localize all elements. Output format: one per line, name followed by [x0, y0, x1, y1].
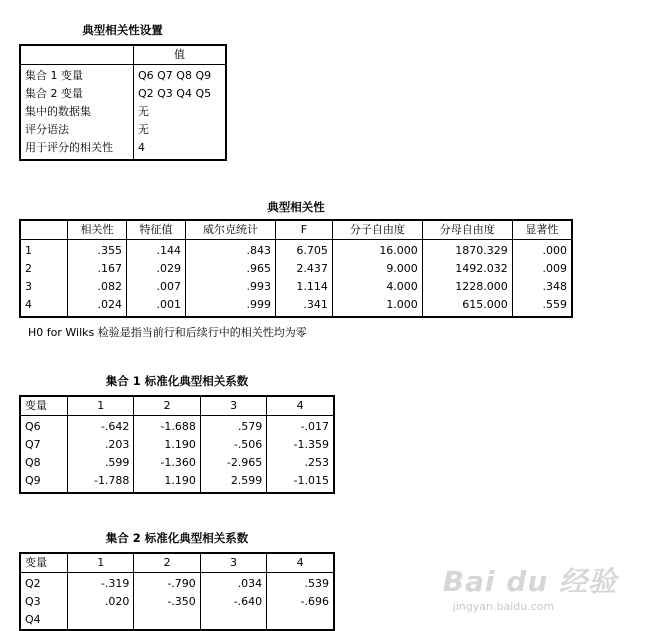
row-label: Q3: [20, 593, 68, 611]
cell: .082: [68, 278, 127, 296]
cell: .539: [267, 573, 334, 594]
table-row: [20, 573, 334, 594]
cell: 1228.000: [422, 278, 512, 296]
settings-value: 4: [134, 139, 227, 160]
cell: .579: [200, 416, 266, 437]
settings-value: 无: [134, 121, 227, 139]
settings-label: 集中的数据集: [20, 103, 134, 121]
baidu-logo: Bai du 经验: [442, 565, 617, 598]
cell: -.017: [267, 416, 334, 437]
row-label: 1: [20, 240, 68, 261]
cell: -1.360: [134, 454, 200, 472]
settings-label: 用于评分的相关性: [20, 139, 134, 160]
cell: .029: [127, 260, 186, 278]
cell: [267, 611, 334, 630]
baidu-url: jingyan.baidu.com: [452, 600, 555, 613]
row-label: Q2: [20, 573, 68, 594]
cell: 1.114: [275, 278, 332, 296]
corr-header: 显著性: [512, 220, 572, 240]
settings-label: 集合 1 变量: [20, 65, 134, 86]
set1-header: 3: [200, 396, 266, 416]
set2-header: 1: [68, 553, 134, 573]
cell: 1.000: [332, 296, 422, 317]
wilks-footnote: H0 for Wilks 检验是指当前行和后续行中的相关性均为零: [28, 326, 307, 339]
cell: 2.599: [200, 472, 266, 493]
cell: -1.788: [68, 472, 134, 493]
cell: .843: [186, 240, 276, 261]
cell: .001: [127, 296, 186, 317]
cell: 1870.329: [422, 240, 512, 261]
cell: .348: [512, 278, 572, 296]
table-row: [20, 611, 334, 630]
cell: -.319: [68, 573, 134, 594]
table-row: [20, 260, 572, 278]
cell: -2.965: [200, 454, 266, 472]
set2-header: 3: [200, 553, 266, 573]
cell: .007: [127, 278, 186, 296]
cell: .253: [267, 454, 334, 472]
settings-header-blank: [20, 45, 134, 65]
cell: 1492.032: [422, 260, 512, 278]
corr-header: 分母自由度: [422, 220, 512, 240]
baidu-watermark: [443, 560, 617, 613]
settings-value: Q6 Q7 Q8 Q9: [134, 65, 227, 86]
corr-header: 特征值: [127, 220, 186, 240]
cell: .993: [186, 278, 276, 296]
set1-header: 1: [68, 396, 134, 416]
corr-header: [20, 220, 68, 240]
row-label: Q7: [20, 436, 68, 454]
settings-title: 典型相关性设置: [82, 23, 163, 37]
corr-header: F: [275, 220, 332, 240]
row-label: 4: [20, 296, 68, 317]
cell: [200, 611, 266, 630]
cell: 16.000: [332, 240, 422, 261]
cell: -.790: [134, 573, 200, 594]
cell: 2.437: [275, 260, 332, 278]
cell: -.696: [267, 593, 334, 611]
set2-header: 变量: [20, 553, 68, 573]
table-row: [20, 240, 572, 261]
set1-header: 4: [267, 396, 334, 416]
set1-table: [19, 395, 335, 494]
cell: -1.015: [267, 472, 334, 493]
cell: .559: [512, 296, 572, 317]
row-label: Q8: [20, 454, 68, 472]
table-row: [20, 593, 334, 611]
set2-header: 2: [134, 553, 200, 573]
cell: .965: [186, 260, 276, 278]
table-row: [20, 416, 334, 437]
cell: .000: [512, 240, 572, 261]
table-row: [20, 278, 572, 296]
corr-header: 相关性: [68, 220, 127, 240]
settings-table: [19, 44, 227, 161]
corr-header: 分子自由度: [332, 220, 422, 240]
table-row: [20, 296, 572, 317]
set1-header: 变量: [20, 396, 68, 416]
row-label: Q6: [20, 416, 68, 437]
cell: -.640: [200, 593, 266, 611]
correlations-table: [19, 219, 573, 318]
cell: 1.190: [134, 472, 200, 493]
cell: .144: [127, 240, 186, 261]
correlations-title: 典型相关性: [267, 200, 325, 214]
table-row: [20, 472, 334, 493]
cell: [68, 611, 134, 630]
set2-header: 4: [267, 553, 334, 573]
settings-value: 无: [134, 103, 227, 121]
set1-header: 2: [134, 396, 200, 416]
set2-table: [19, 552, 335, 631]
table-row: [20, 454, 334, 472]
cell: 6.705: [275, 240, 332, 261]
cell: .203: [68, 436, 134, 454]
set1-title: 集合 1 标准化典型相关系数: [105, 374, 249, 388]
cell: .341: [275, 296, 332, 317]
cell: 9.000: [332, 260, 422, 278]
cell: -.642: [68, 416, 134, 437]
row-label: Q9: [20, 472, 68, 493]
cell: .020: [68, 593, 134, 611]
row-label: 2: [20, 260, 68, 278]
cell: 4.000: [332, 278, 422, 296]
row-label: 3: [20, 278, 68, 296]
cell: .355: [68, 240, 127, 261]
settings-header-value: 值: [134, 45, 227, 65]
cell: .024: [68, 296, 127, 317]
cell: 615.000: [422, 296, 512, 317]
cell: -1.688: [134, 416, 200, 437]
corr-header: 威尔克统计: [186, 220, 276, 240]
cell: .009: [512, 260, 572, 278]
settings-label: 集合 2 变量: [20, 85, 134, 103]
cell: 1.190: [134, 436, 200, 454]
set2-title: 集合 2 标准化典型相关系数: [105, 531, 249, 545]
table-row: [20, 436, 334, 454]
settings-label: 评分语法: [20, 121, 134, 139]
cell: -.350: [134, 593, 200, 611]
cell: [134, 611, 200, 630]
cell: -1.359: [267, 436, 334, 454]
cell: -.506: [200, 436, 266, 454]
cell: .599: [68, 454, 134, 472]
cell: .034: [200, 573, 266, 594]
cell: .999: [186, 296, 276, 317]
row-label: Q4: [20, 611, 68, 630]
cell: .167: [68, 260, 127, 278]
settings-value: Q2 Q3 Q4 Q5: [134, 85, 227, 103]
